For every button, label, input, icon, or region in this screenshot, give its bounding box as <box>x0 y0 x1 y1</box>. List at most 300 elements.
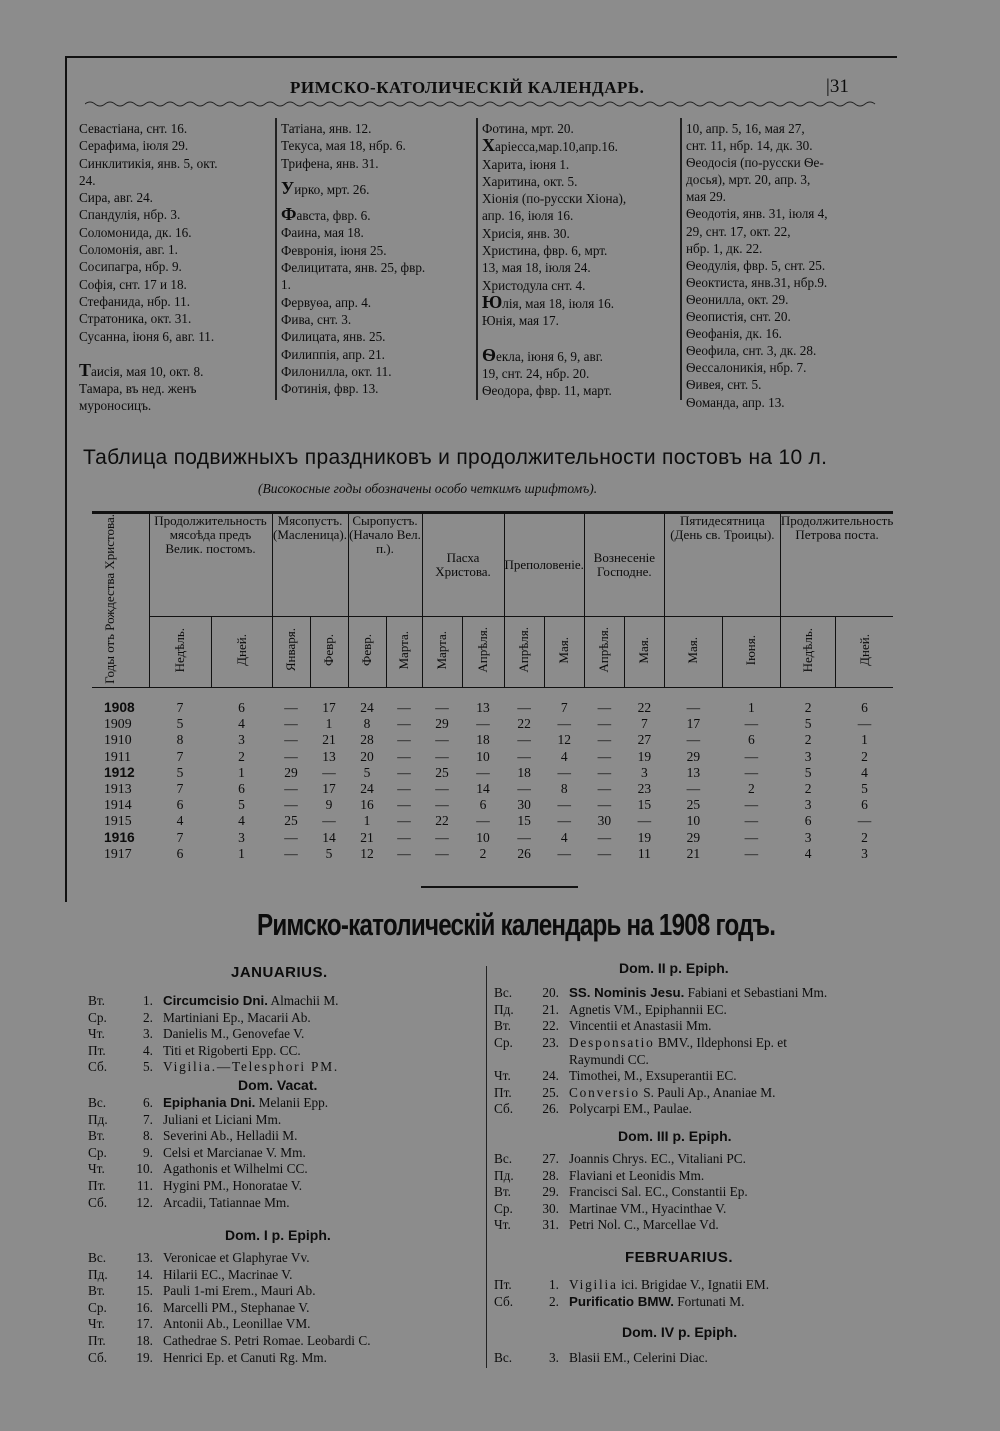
calendar-day-row <box>494 1277 769 1293</box>
value-cell: 18 <box>517 764 531 780</box>
name-entry: Харіесса,мар.10,апр.16. <box>482 135 618 156</box>
value-cell: — <box>517 700 531 715</box>
calendar-day-row <box>88 1010 311 1026</box>
value-cell: 6 <box>861 797 868 813</box>
cal-continuation: Raymundi CC. <box>569 1052 649 1067</box>
header-meatfare-length: Продолжительность мясоѣда предъ Велик. постомъ. <box>149 513 272 617</box>
value-cell: — <box>637 813 652 829</box>
weekday: Пд. <box>88 1266 108 1282</box>
column-divider <box>275 118 277 400</box>
weekday: Вт. <box>494 1018 512 1034</box>
value-cell: 7 <box>176 700 184 715</box>
saints-text: Blasii EM., Celerini Diac. <box>569 1350 708 1365</box>
name-entry: муроносицъ. <box>79 398 152 414</box>
name-entry: Сусанна, іюня 6, авг. 11. <box>79 328 215 344</box>
subheader-cell: Апрѣля. <box>504 616 544 687</box>
saints-text: BMV., Ildephonsi Ep. et <box>654 1034 787 1050</box>
calendar-day-row <box>494 1151 746 1167</box>
value-cell: — <box>397 748 411 764</box>
calendar-day-row <box>494 1168 704 1184</box>
value-cell: 13 <box>476 700 490 715</box>
value-cell: 5 <box>804 716 812 732</box>
value-cell: 23 <box>637 780 652 796</box>
name-entry: Ѳеопистія, снт. 20. <box>686 309 791 325</box>
name-entry: Хіонія (по-русски Хіона), <box>482 191 627 207</box>
name-entry: Февронія, іюня 25. <box>281 242 387 258</box>
subheader-cell: Февр. <box>310 616 348 687</box>
calendar-day-row <box>494 985 827 1001</box>
dom-iii-heading: Dom. III p. Epiph. <box>618 1128 732 1144</box>
calendar-day-row <box>88 1316 311 1332</box>
dom-ii-heading: Dom. II p. Epiph. <box>619 960 729 976</box>
saints-text: Joannis Chrys. EC., Vitaliani PC. <box>569 1151 746 1166</box>
saints-text: Henrici Ep. et Canuti Rg. Mm. <box>163 1349 327 1365</box>
value-cell: 5 <box>176 764 184 780</box>
day-number: 27. <box>542 1151 559 1166</box>
year-cell: 1909 <box>104 716 132 732</box>
month-heading-february: FEBRUARIUS. <box>625 1249 734 1266</box>
day-number: 21. <box>542 1001 559 1017</box>
value-cell: 2 <box>804 700 812 715</box>
value-cell: 13 <box>322 748 336 764</box>
saints-text: Vincentii et Anastasii Mm. <box>569 1018 712 1034</box>
saints-text: Marcelli PM., Stephanae V. <box>163 1299 310 1315</box>
value-cell: — <box>284 748 298 764</box>
name-entry: 29, снт. 17, окт. 22, <box>686 223 791 239</box>
table-row <box>92 732 893 748</box>
value-cell: 21 <box>360 829 374 845</box>
value-cell: 25 <box>284 813 298 829</box>
value-cell: 8 <box>363 716 371 732</box>
name-entry: Ѳоманда, апр. 13. <box>686 394 785 410</box>
page-header-title: РИМСКО-КАТОЛИЧЕСКІЙ КАЛЕНДАРЬ. <box>290 78 645 97</box>
value-cell: 10 <box>476 829 490 845</box>
year-cell: 1908 <box>104 700 135 715</box>
value-cell: 4 <box>560 748 568 764</box>
calendar-day-row <box>494 1201 726 1217</box>
value-cell: — <box>744 797 759 813</box>
header-years: Годы отъ Рождества Христова. <box>92 513 149 688</box>
value-cell: 14 <box>476 780 490 796</box>
day-number: 17. <box>136 1316 153 1332</box>
saints-text: Titi et Rigoberti Epp. CC. <box>163 1042 301 1058</box>
value-cell: — <box>557 716 572 732</box>
value-cell: 29 <box>686 748 701 764</box>
initial-letter: Т <box>79 359 92 380</box>
day-number: 31. <box>542 1217 559 1233</box>
year-cell: 1913 <box>104 780 132 796</box>
table-row <box>92 748 893 764</box>
feast-name: Vigilia <box>569 1277 618 1292</box>
day-number: 26. <box>542 1101 559 1117</box>
value-cell: 6 <box>176 845 184 861</box>
wavy-divider <box>85 100 880 108</box>
value-cell: — <box>517 732 531 748</box>
saints-text: Hilarii EC., Macrinae V. <box>163 1266 293 1282</box>
name-entry: Синклитикія, янв. 5, окт. <box>79 155 218 171</box>
value-cell: — <box>476 813 490 829</box>
feast-name: Epiphania Dni. <box>163 1095 256 1110</box>
value-cell: — <box>597 748 612 764</box>
value-cell: 12 <box>557 732 572 748</box>
name-entry: досья), мрт. 20, апр. 3, <box>686 172 811 188</box>
subheader-cell: Апрѣля. <box>462 616 504 687</box>
day-number: 4. <box>143 1042 153 1058</box>
header-ascension: Вознесеніе Господне. <box>584 513 664 617</box>
saints-text: Vigilia.—Telesphori PM. <box>163 1059 339 1075</box>
value-cell: 6 <box>479 797 487 813</box>
value-cell: 1 <box>363 813 371 829</box>
name-entry: Юнія, мая 17. <box>482 313 559 329</box>
name-entry: Таисія, мая 10, окт. 8. <box>79 359 204 380</box>
calendar-day-row <box>88 1283 316 1299</box>
names-column-1 <box>79 120 218 415</box>
value-cell: — <box>597 829 612 845</box>
value-cell: — <box>397 716 411 732</box>
dom-vacat-heading: Dom. Vacat. <box>238 1077 318 1093</box>
name-entry: нбр. 1, дк. 22. <box>686 240 763 256</box>
value-cell: 30 <box>597 813 612 829</box>
saints-text: Danielis M., Genovefae V. <box>163 1026 305 1042</box>
calendar-day-row <box>88 1161 308 1177</box>
weekday: Сб. <box>494 1293 514 1309</box>
saints-text: Polycarpi EM., Paulae. <box>569 1101 692 1117</box>
subheader-cell: Мая. <box>624 616 664 687</box>
name-entry: 13, мая 18, іюля 24. <box>482 260 591 276</box>
subheader-cell: Мая. <box>544 616 584 687</box>
value-cell: — <box>397 845 411 861</box>
names-column-2 <box>281 120 425 397</box>
weekday: Пд. <box>494 1001 514 1017</box>
subheader-cell: Недѣль. <box>149 616 211 687</box>
value-cell: — <box>322 813 336 829</box>
value-cell: — <box>435 797 449 813</box>
name-entry: Филицата, янв. 25. <box>281 329 386 345</box>
value-cell: 8 <box>560 780 568 796</box>
day-number: 30. <box>542 1200 559 1216</box>
calendar-day-row <box>88 1267 293 1283</box>
saints-text: Agathonis et Wilhelmi CC. <box>163 1161 308 1177</box>
value-cell: 2 <box>861 829 868 845</box>
calendar-day-row <box>494 1101 692 1117</box>
names-column-3 <box>482 120 626 399</box>
weekday: Ср. <box>88 1299 107 1315</box>
day-number: 7. <box>143 1111 153 1127</box>
value-cell: — <box>476 716 490 732</box>
calendar-day-row <box>88 1195 290 1211</box>
name-entry: Уирко, мрт. 26. <box>281 177 370 198</box>
calendar-day-row <box>494 1294 744 1310</box>
table-row <box>92 846 893 862</box>
year-cell: 1915 <box>104 813 132 829</box>
saints-text: Francisci Sal. EC., Constantii Ep. <box>569 1184 748 1200</box>
calendar-day-row <box>88 1178 302 1194</box>
subheader-cell: Апрѣля. <box>584 616 624 687</box>
value-cell: — <box>597 764 612 780</box>
saints-text: ici. Brigidae V., Ignatii EM. <box>617 1277 770 1292</box>
value-cell: — <box>284 780 298 796</box>
value-cell: — <box>517 829 531 845</box>
movable-feasts-table <box>92 511 893 862</box>
day-number: 15. <box>136 1283 153 1299</box>
value-cell: 4 <box>238 813 245 829</box>
calendar-day-row <box>494 1350 708 1366</box>
value-cell: 6 <box>747 732 755 748</box>
value-cell: — <box>857 813 872 829</box>
subheader-cell: Марта. <box>422 616 462 687</box>
calendar-day-row <box>494 1184 748 1200</box>
value-cell: — <box>322 764 336 780</box>
calendar-day-row <box>88 1350 327 1366</box>
weekday: Пт. <box>494 1084 512 1100</box>
weekday: Пт. <box>494 1277 512 1292</box>
name-entry: Харитина, окт. 5. <box>482 173 578 189</box>
value-cell: 4 <box>176 813 184 829</box>
value-cell: 21 <box>686 845 701 861</box>
calendar-day-row <box>494 1217 719 1233</box>
weekday: Пт. <box>88 1178 106 1193</box>
value-cell: — <box>397 797 411 813</box>
value-cell: 1 <box>861 732 868 748</box>
value-cell: 20 <box>360 748 374 764</box>
year-cell: 1914 <box>104 797 132 813</box>
day-number: 1. <box>143 993 153 1008</box>
name-entry: мая 29. <box>686 189 726 205</box>
left-border <box>65 56 67 902</box>
value-cell: 17 <box>322 780 336 796</box>
table-subtitle: (Високосные годы обозначены особо четкимъ шрифтомъ). <box>258 481 598 496</box>
value-cell: 6 <box>238 700 245 715</box>
value-cell: — <box>744 716 759 732</box>
value-cell: 17 <box>686 716 701 732</box>
subheader-cell: Дней. <box>836 616 894 687</box>
name-entry <box>281 172 425 180</box>
initial-letter: У <box>281 177 295 198</box>
name-entry: апр. 16, іюля 16. <box>482 208 574 224</box>
weekday: Чт. <box>494 1217 511 1233</box>
name-entry: Ѳеодотія, янв. 31, іюля 4, <box>686 206 828 222</box>
initial-letter: Ф <box>281 204 297 225</box>
calendar-day-row <box>88 1333 371 1349</box>
name-entry: Филонилла, окт. 11. <box>281 363 392 379</box>
saints-text: Antonii Ab., Leonillae VM. <box>163 1316 311 1332</box>
name-entry: Фаина, мая 18. <box>281 225 364 241</box>
value-cell: 10 <box>476 748 490 764</box>
year-cell: 1910 <box>104 732 132 748</box>
weekday: Вс. <box>88 1095 107 1110</box>
value-cell: 25 <box>435 764 449 780</box>
value-cell: — <box>597 700 612 715</box>
feast-name: Purificatio BMW. <box>569 1293 674 1309</box>
top-border <box>65 56 897 58</box>
value-cell: 3 <box>861 845 868 861</box>
table-row <box>92 797 893 813</box>
value-cell: 7 <box>176 748 184 764</box>
calendar-day-row <box>494 1018 712 1034</box>
value-cell: 2 <box>238 748 245 764</box>
subheader-cell: Іюня. <box>722 616 780 687</box>
value-cell: — <box>397 732 411 748</box>
name-entry: Спандулія, нбр. 3. <box>79 207 181 223</box>
subheader-cell: Февр. <box>348 616 386 687</box>
initial-letter: Х <box>482 135 495 156</box>
weekday: Чт. <box>88 1316 105 1332</box>
value-cell: — <box>435 845 449 861</box>
saints-text: Flaviani et Leonidis Mm. <box>569 1167 705 1183</box>
name-entry: Севастіана, снт. 16. <box>79 121 188 136</box>
day-number: 5. <box>143 1059 153 1075</box>
value-cell: 24 <box>360 780 374 796</box>
name-entry: Фавста, фвр. 6. <box>281 204 371 225</box>
feast-name: SS. Nominis Jesu. <box>569 985 685 1000</box>
calendar-day-row <box>88 1059 339 1075</box>
subheader-cell: Дней. <box>211 616 272 687</box>
header-cheesefare: Сыропустъ. (Начало Вел. п.). <box>348 513 422 617</box>
header-meatfare-sunday: Мясопустъ. (Масленица). <box>272 513 348 617</box>
weekday: Пд. <box>494 1167 514 1183</box>
name-entry: Ѳеоктиста, янв.31, нбр.9. <box>686 274 828 290</box>
feast-name: Desponsatio <box>569 1034 655 1050</box>
calendar-day-row <box>88 993 338 1009</box>
calendar-day-row <box>88 1043 301 1059</box>
value-cell: 9 <box>325 797 333 813</box>
value-cell: 3 <box>804 829 812 845</box>
value-cell: — <box>397 829 411 845</box>
weekday: Сб. <box>88 1059 108 1075</box>
value-cell: — <box>744 845 759 861</box>
column-divider <box>476 118 478 400</box>
name-entry: Ѳекла, іюня 6, 9, авг. <box>482 344 603 365</box>
value-cell: — <box>284 716 298 732</box>
value-cell: 3 <box>640 764 648 780</box>
table-title: Таблица подвижныхъ праздниковъ и продолжительности постовъ на 10 л. <box>83 446 828 469</box>
calendar-day-row <box>88 1250 310 1266</box>
value-cell: — <box>517 748 531 764</box>
value-cell: — <box>284 829 298 845</box>
name-entry: Стратоника, окт. 31. <box>79 311 192 327</box>
table-row <box>92 716 893 732</box>
name-entry: Ѳеодора, фвр. 11, март. <box>482 383 612 399</box>
value-cell: — <box>435 700 449 715</box>
dom-i-heading: Dom. I p. Epiph. <box>225 1227 331 1243</box>
value-cell: 15 <box>637 797 652 813</box>
value-cell: 2 <box>804 780 812 796</box>
value-cell: — <box>284 700 298 715</box>
day-number: 22. <box>542 1018 559 1034</box>
value-cell: — <box>284 732 298 748</box>
name-entry: Татіана, янв. 12. <box>281 121 372 136</box>
day-number: 19. <box>136 1349 153 1365</box>
value-cell: 27 <box>637 732 652 748</box>
saints-text: Severini Ab., Helladii M. <box>163 1128 298 1144</box>
weekday: Ср. <box>88 1144 107 1160</box>
weekday: Чт. <box>494 1068 511 1083</box>
feast-name: Conversio <box>569 1084 640 1100</box>
saints-text: Hygini PM., Honoratae V. <box>163 1178 303 1193</box>
subheader-cell: Мая. <box>664 616 722 687</box>
value-cell: 10 <box>686 813 701 829</box>
column-divider <box>680 118 682 400</box>
value-cell: — <box>597 732 612 748</box>
value-cell: — <box>435 748 449 764</box>
value-cell: — <box>397 813 411 829</box>
value-cell: 6 <box>804 813 812 829</box>
value-cell: — <box>557 764 572 780</box>
value-cell: 2 <box>747 780 755 796</box>
saints-text: Fortunati M. <box>673 1293 745 1309</box>
year-cell: 1916 <box>104 829 135 845</box>
value-cell: — <box>557 797 572 813</box>
calendar-day-row <box>494 1068 737 1084</box>
name-entry: 19, снт. 24, нбр. 20. <box>482 365 590 381</box>
saints-text: Juliani et Liciani Mm. <box>163 1111 282 1127</box>
table-row <box>92 813 893 829</box>
day-number: 24. <box>542 1068 559 1083</box>
saints-text: Agnetis VM., Epiphannii EC. <box>569 1001 727 1017</box>
name-entry: Стефанида, нбр. 11. <box>79 293 191 309</box>
value-cell: 5 <box>325 845 333 861</box>
header-easter: Пасха Христова. <box>422 513 504 617</box>
day-number: 12. <box>136 1194 153 1210</box>
value-cell: 24 <box>360 700 374 715</box>
table-row <box>92 781 893 797</box>
value-cell: 6 <box>176 797 184 813</box>
day-number: 13. <box>136 1250 153 1265</box>
value-cell: 7 <box>640 716 648 732</box>
name-entry: Ѳеодосія (по-русски Ѳе- <box>686 155 824 171</box>
value-cell: — <box>597 845 612 861</box>
value-cell: — <box>597 780 612 796</box>
value-cell: 29 <box>435 716 449 732</box>
value-cell: 3 <box>804 797 812 813</box>
calendar-day-row <box>88 1026 304 1042</box>
value-cell: 1 <box>747 700 755 715</box>
value-cell: 3 <box>804 748 812 764</box>
value-cell: 19 <box>637 829 652 845</box>
value-cell: 1 <box>325 716 333 732</box>
value-cell: — <box>686 700 701 715</box>
section-divider <box>421 886 578 888</box>
value-cell: — <box>435 780 449 796</box>
value-cell: — <box>744 829 759 845</box>
saints-text: Petri Nol. C., Marcellae Vd. <box>569 1217 719 1233</box>
saints-text: Melanii Epp. <box>255 1095 329 1110</box>
value-cell: 29 <box>284 764 298 780</box>
value-cell: 15 <box>517 813 531 829</box>
day-number: 16. <box>136 1299 153 1315</box>
initial-letter: Ю <box>482 291 503 312</box>
weekday: Вт. <box>88 1128 106 1144</box>
table-row <box>92 700 893 716</box>
value-cell: 26 <box>517 845 531 861</box>
name-entry: Ѳивея, снт. 5. <box>686 377 762 393</box>
subheader-cell: Марта. <box>386 616 422 687</box>
value-cell: — <box>435 829 449 845</box>
day-number: 23. <box>542 1034 559 1050</box>
value-cell: 28 <box>360 732 374 748</box>
calendar-column-divider <box>486 966 487 1368</box>
value-cell: 4 <box>804 845 812 861</box>
value-cell: 21 <box>322 732 336 748</box>
saints-text: Celsi et Marcianae V. Mm. <box>163 1144 306 1160</box>
value-cell: 4 <box>238 716 245 732</box>
value-cell: — <box>435 732 449 748</box>
weekday: Вт. <box>88 993 106 1008</box>
day-number: 3. <box>549 1350 559 1365</box>
saints-text: Martinae VM., Hyacinthae V. <box>569 1200 727 1216</box>
value-cell: — <box>597 716 612 732</box>
weekday: Пд. <box>88 1111 108 1127</box>
